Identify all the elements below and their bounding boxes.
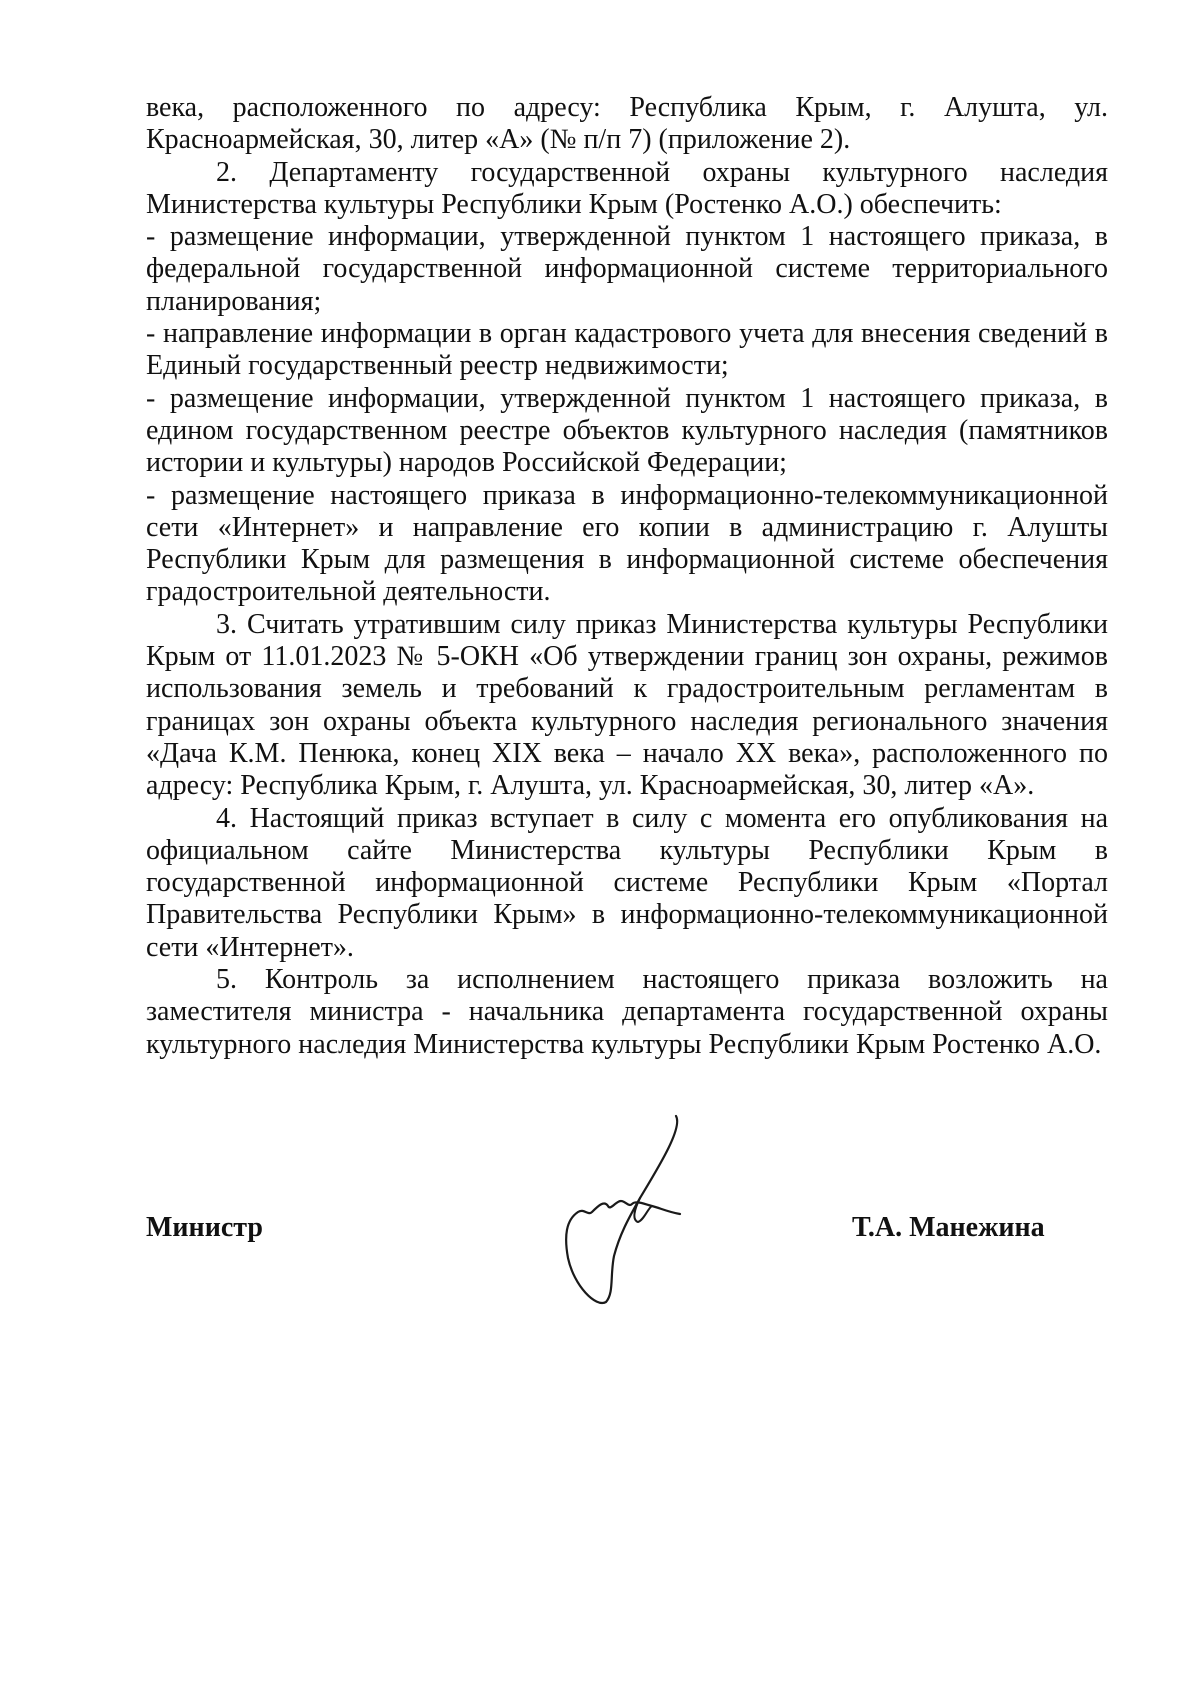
signer-position: Министр bbox=[146, 1212, 263, 1243]
paragraph-item-2-bullet-1: - размещение информации, утвержденной пунктом 1 настоящего приказа, в федеральной государственной информационной системе территориального планирования; bbox=[146, 221, 1108, 317]
paragraph-item-2-bullet-4: - размещение настоящего приказа в информационно-телекоммуникационной сети «Интернет» и направление его копии в администрацию г. Алушты Республики Крым для размещения в информационной системе обеспечения градостроительной деятельности. bbox=[146, 479, 1108, 608]
paragraph-item-2-bullet-2: - направление информации в орган кадастрового учета для внесения сведений в Единый государственный реестр недвижимости; bbox=[146, 318, 1108, 382]
paragraph-item-2: 2. Департаменту государственной охраны культурного наследия Министерства культуры Республики Крым (Ростенко А.О.) обеспечить: bbox=[146, 156, 1108, 220]
handwritten-signature bbox=[548, 1108, 698, 1308]
paragraph-item-5: 5. Контроль за исполнением настоящего приказа возложить на заместителя министра - начальника департамента государственной охраны культурного наследия Министерства культуры Республики Крым Ростенко А.О. bbox=[146, 964, 1108, 1060]
paragraph-continuation: века, расположенного по адресу: Республика Крым, г. Алушта, ул. Красноармейская, 30, литер «А» (№ п/п 7) (приложение 2). bbox=[146, 92, 1108, 156]
paragraph-item-4: 4. Настоящий приказ вступает в силу с момента его опубликования на официальном сайте Министерства культуры Республики Крым в государственной информационной системе Республики Крым «Портал Правительства Республики Крым» в информационно-телекоммуникационной сети «Интернет». bbox=[146, 802, 1108, 963]
paragraph-item-3: 3. Считать утратившим силу приказ Министерства культуры Республики Крым от 11.01.2023 № 5-ОКН «Об утверждении границ зон охраны, режимов использования земель и требований к градостроительным регламентам в границах зон охраны объекта культурного наследия регионального значения «Дача К.М. Пенюка, конец XIX века – начало XX века», расположенного по адресу: Республика Крым, г. Алушта, ул. Красноармейская, 30, литер «А». bbox=[146, 608, 1108, 802]
signer-name: Т.А. Манежина bbox=[852, 1212, 1045, 1243]
document-body bbox=[146, 92, 1108, 1061]
paragraph-item-2-bullet-3: - размещение информации, утвержденной пунктом 1 настоящего приказа, в едином государственном реестре объектов культурного наследия (памятников истории и культуры) народов Российской Федерации; bbox=[146, 382, 1108, 479]
